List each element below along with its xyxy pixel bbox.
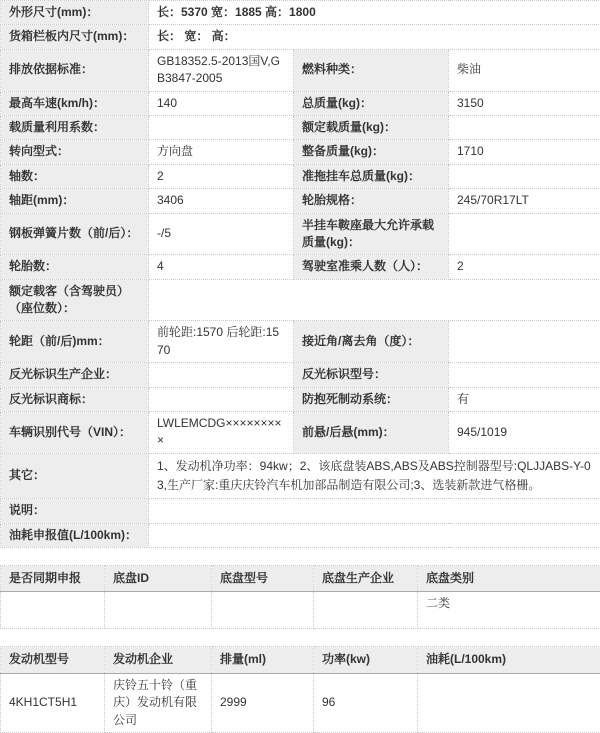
spec-label-cell: 轮胎数：	[1, 255, 149, 279]
data-cell	[212, 592, 314, 629]
column-header: 发动机企业	[105, 647, 212, 673]
spec-label-cell: 车辆识别代号（VIN）：	[1, 412, 149, 454]
spec-row	[1, 279, 600, 321]
spec-label-cell: 轴数：	[1, 164, 149, 188]
spec-label-cell: 防抱死制动系统：	[294, 387, 449, 411]
spec-label-cell: 轮距（前/后)mm：	[1, 321, 149, 363]
spec-label-cell: 反光标识商标：	[1, 387, 149, 411]
spec-value-cell: 3150	[449, 91, 600, 115]
column-header: 底盘生产企业	[314, 565, 418, 591]
column-header: 排量(ml)	[212, 647, 314, 673]
spec-row	[1, 387, 600, 411]
spec-value-cell: -/5	[149, 213, 294, 255]
spec-value-cell: 长： 宽： 高：	[149, 25, 600, 49]
spec-label-cell: 整备质量(kg)：	[294, 140, 449, 164]
spacer	[0, 629, 600, 646]
spec-value-cell	[449, 115, 600, 139]
data-cell	[314, 592, 418, 629]
spec-row	[1, 499, 600, 523]
spec-row	[1, 164, 600, 188]
spec-value-cell	[449, 321, 600, 363]
spec-value-cell	[449, 213, 600, 255]
data-cell: 庆铃五十铃（重庆）发动机有限公司	[105, 673, 212, 732]
spec-label-cell: 排放依据标准：	[1, 49, 149, 91]
header-row	[1, 647, 600, 673]
spec-label-cell: 驾驶室准乘人数（人）：	[294, 255, 449, 279]
spec-row	[1, 115, 600, 139]
column-header: 功率(kw)	[314, 647, 418, 673]
spec-label-cell: 轮胎规格：	[294, 189, 449, 213]
spec-label-cell: 其它：	[1, 453, 149, 498]
spacer	[0, 548, 600, 565]
spec-value-cell	[449, 363, 600, 387]
spec-row	[1, 140, 600, 164]
chassis-table-body	[1, 565, 600, 628]
spec-label-cell: 燃料种类：	[294, 49, 449, 91]
spec-value-cell	[149, 523, 600, 547]
data-cell: 96	[314, 673, 418, 732]
spec-row	[1, 321, 600, 363]
spec-value-cell: 2	[149, 164, 294, 188]
spec-label-cell: 轴距(mm)：	[1, 189, 149, 213]
spec-label-cell: 总质量(kg)：	[294, 91, 449, 115]
chassis-table	[0, 565, 600, 629]
spec-value-cell: 柴油	[449, 49, 600, 91]
data-cell: 二类	[418, 592, 600, 629]
column-header: 底盘类别	[418, 565, 600, 591]
column-header: 底盘型号	[212, 565, 314, 591]
spec-value-cell	[149, 499, 600, 523]
spec-value-cell: 2	[449, 255, 600, 279]
spec-value-cell: 有	[449, 387, 600, 411]
spec-row	[1, 255, 600, 279]
spec-label-cell: 半挂车鞍座最大允许承载质量(kg)：	[294, 213, 449, 255]
vehicle-spec-table-body	[1, 1, 600, 548]
spec-label-cell: 前悬/后悬(mm)：	[294, 412, 449, 454]
spec-label-cell: 接近角/离去角（度）：	[294, 321, 449, 363]
engine-table	[0, 646, 600, 733]
spec-row	[1, 523, 600, 547]
spec-value-cell: 3406	[149, 189, 294, 213]
spec-label-cell: 货箱栏板内尺寸(mm)：	[1, 25, 149, 49]
spec-label-cell: 说明：	[1, 499, 149, 523]
column-header: 是否同期申报	[1, 565, 105, 591]
spec-value-cell: 4	[149, 255, 294, 279]
data-cell	[105, 592, 212, 629]
data-row	[1, 592, 600, 629]
spec-row	[1, 49, 600, 91]
spec-label-cell: 反光标识型号：	[294, 363, 449, 387]
spec-row	[1, 453, 600, 498]
spec-label-cell: 转向型式：	[1, 140, 149, 164]
spec-row	[1, 1, 600, 25]
spec-label-cell: 油耗申报值(L/100km)：	[1, 523, 149, 547]
spec-row	[1, 363, 600, 387]
spec-value-cell	[449, 164, 600, 188]
header-row	[1, 565, 600, 591]
spec-label-cell: 反光标识生产企业：	[1, 363, 149, 387]
spec-label-cell: 准拖挂车总质量(kg)：	[294, 164, 449, 188]
data-cell: 4KH1CT5H1	[1, 673, 105, 732]
data-cell	[1, 592, 105, 629]
spec-value-cell: 245/70R17LT	[449, 189, 600, 213]
spec-label-cell: 额定载质量(kg)：	[294, 115, 449, 139]
spec-row	[1, 189, 600, 213]
spec-value-cell: 1、发动机净功率：94kw；2、该底盘装ABS,ABS及ABS控制器型号:QLJJABS-Y-03,生产厂家:重庆庆铃汽车机加部品制造有限公司;3、选装新款进气格栅。	[149, 453, 600, 498]
spec-row	[1, 412, 600, 454]
spec-label-cell: 最高车速(km/h)：	[1, 91, 149, 115]
data-cell	[418, 673, 600, 732]
spec-label-cell: 载质量利用系数：	[1, 115, 149, 139]
spec-value-cell: 140	[149, 91, 294, 115]
spec-value-cell	[149, 115, 294, 139]
spec-value-cell: 长：5370 宽：1885 高：1800	[149, 1, 600, 25]
spec-value-cell: 前轮距:1570 后轮距:1570	[149, 321, 294, 363]
spec-label-cell: 额定载客（含驾驶员）（座位数）：	[1, 279, 149, 321]
column-header: 油耗(L/100km)	[418, 647, 600, 673]
data-cell: 2999	[212, 673, 314, 732]
engine-table-body	[1, 647, 600, 733]
spec-value-cell: 945/1019	[449, 412, 600, 454]
spec-row	[1, 25, 600, 49]
spec-row	[1, 91, 600, 115]
spec-row	[1, 213, 600, 255]
data-row	[1, 673, 600, 732]
spec-value-cell: 方向盘	[149, 140, 294, 164]
spec-value-cell	[149, 363, 294, 387]
spec-label-cell: 外形尺寸(mm)：	[1, 1, 149, 25]
spec-label-cell: 钢板弹簧片数（前/后）：	[1, 213, 149, 255]
spec-value-cell	[149, 279, 600, 321]
spec-value-cell: GB18352.5-2013国V,GB3847-2005	[149, 49, 294, 91]
spec-value-cell: LWLEMCDG×××××××××	[149, 412, 294, 454]
spec-value-cell	[149, 387, 294, 411]
column-header: 底盘ID	[105, 565, 212, 591]
column-header: 发动机型号	[1, 647, 105, 673]
spec-value-cell: 1710	[449, 140, 600, 164]
